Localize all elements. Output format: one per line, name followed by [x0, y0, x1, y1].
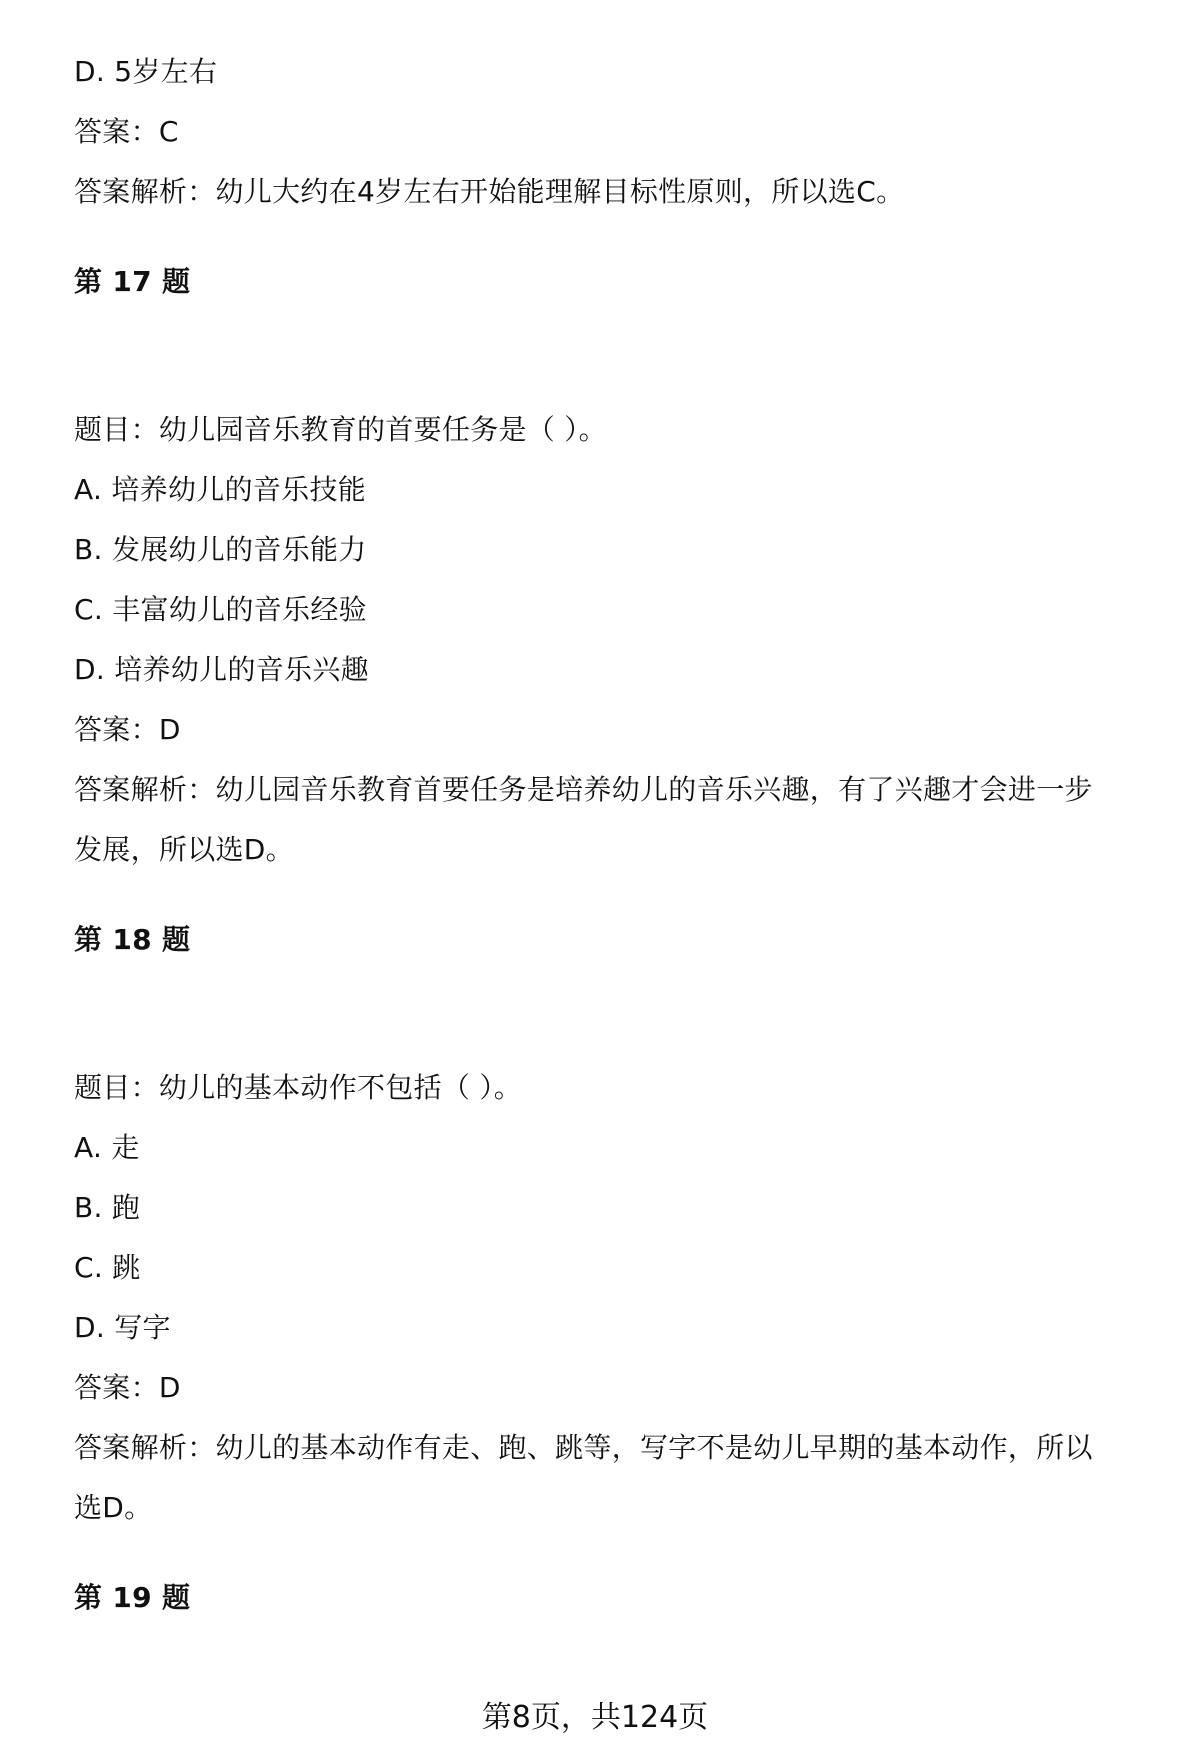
- question-17-option-b: B. 发展幼儿的音乐能力: [74, 533, 367, 566]
- question-17-option-d: D. 培养幼儿的音乐兴趣: [74, 653, 369, 686]
- question-18-option-a: A. 走: [74, 1131, 140, 1164]
- question-18-explanation-line1: 答案解析：幼儿的基本动作有走、跑、跳等，写字不是幼儿早期的基本动作，所以: [74, 1431, 1093, 1464]
- question-18-option-b: B. 跑: [74, 1191, 141, 1224]
- question-17-stem: 题目：幼儿园音乐教育的首要任务是（ ）。: [74, 413, 607, 446]
- question-17-option-c: C. 丰富幼儿的音乐经验: [74, 593, 367, 626]
- question-19-heading: 第 19 题: [74, 1581, 191, 1614]
- question-18-option-d: D. 写字: [74, 1311, 171, 1344]
- question-17-explanation-line2: 发展，所以选D。: [74, 833, 294, 866]
- question-18-option-c: C. 跳: [74, 1251, 141, 1284]
- question-17-explanation-line1: 答案解析：幼儿园音乐教育首要任务是培养幼儿的音乐兴趣，有了兴趣才会进一步: [74, 773, 1093, 806]
- page-footer: 第8页，共124页: [481, 1700, 709, 1735]
- option-d-prev: D. 5岁左右: [74, 55, 218, 88]
- question-17-answer: 答案：D: [74, 713, 181, 746]
- question-18-answer: 答案：D: [74, 1371, 181, 1404]
- question-18-explanation-line2: 选D。: [74, 1491, 153, 1524]
- question-17-option-a: A. 培养幼儿的音乐技能: [74, 473, 367, 506]
- question-17-heading: 第 17 题: [74, 265, 191, 298]
- question-18-heading: 第 18 题: [74, 923, 191, 956]
- explanation-prev: 答案解析：幼儿大约在4岁左右开始能理解目标性原则，所以选C。: [74, 175, 905, 208]
- answer-prev: 答案：C: [74, 115, 179, 148]
- question-18-stem: 题目：幼儿的基本动作不包括（ ）。: [74, 1071, 523, 1104]
